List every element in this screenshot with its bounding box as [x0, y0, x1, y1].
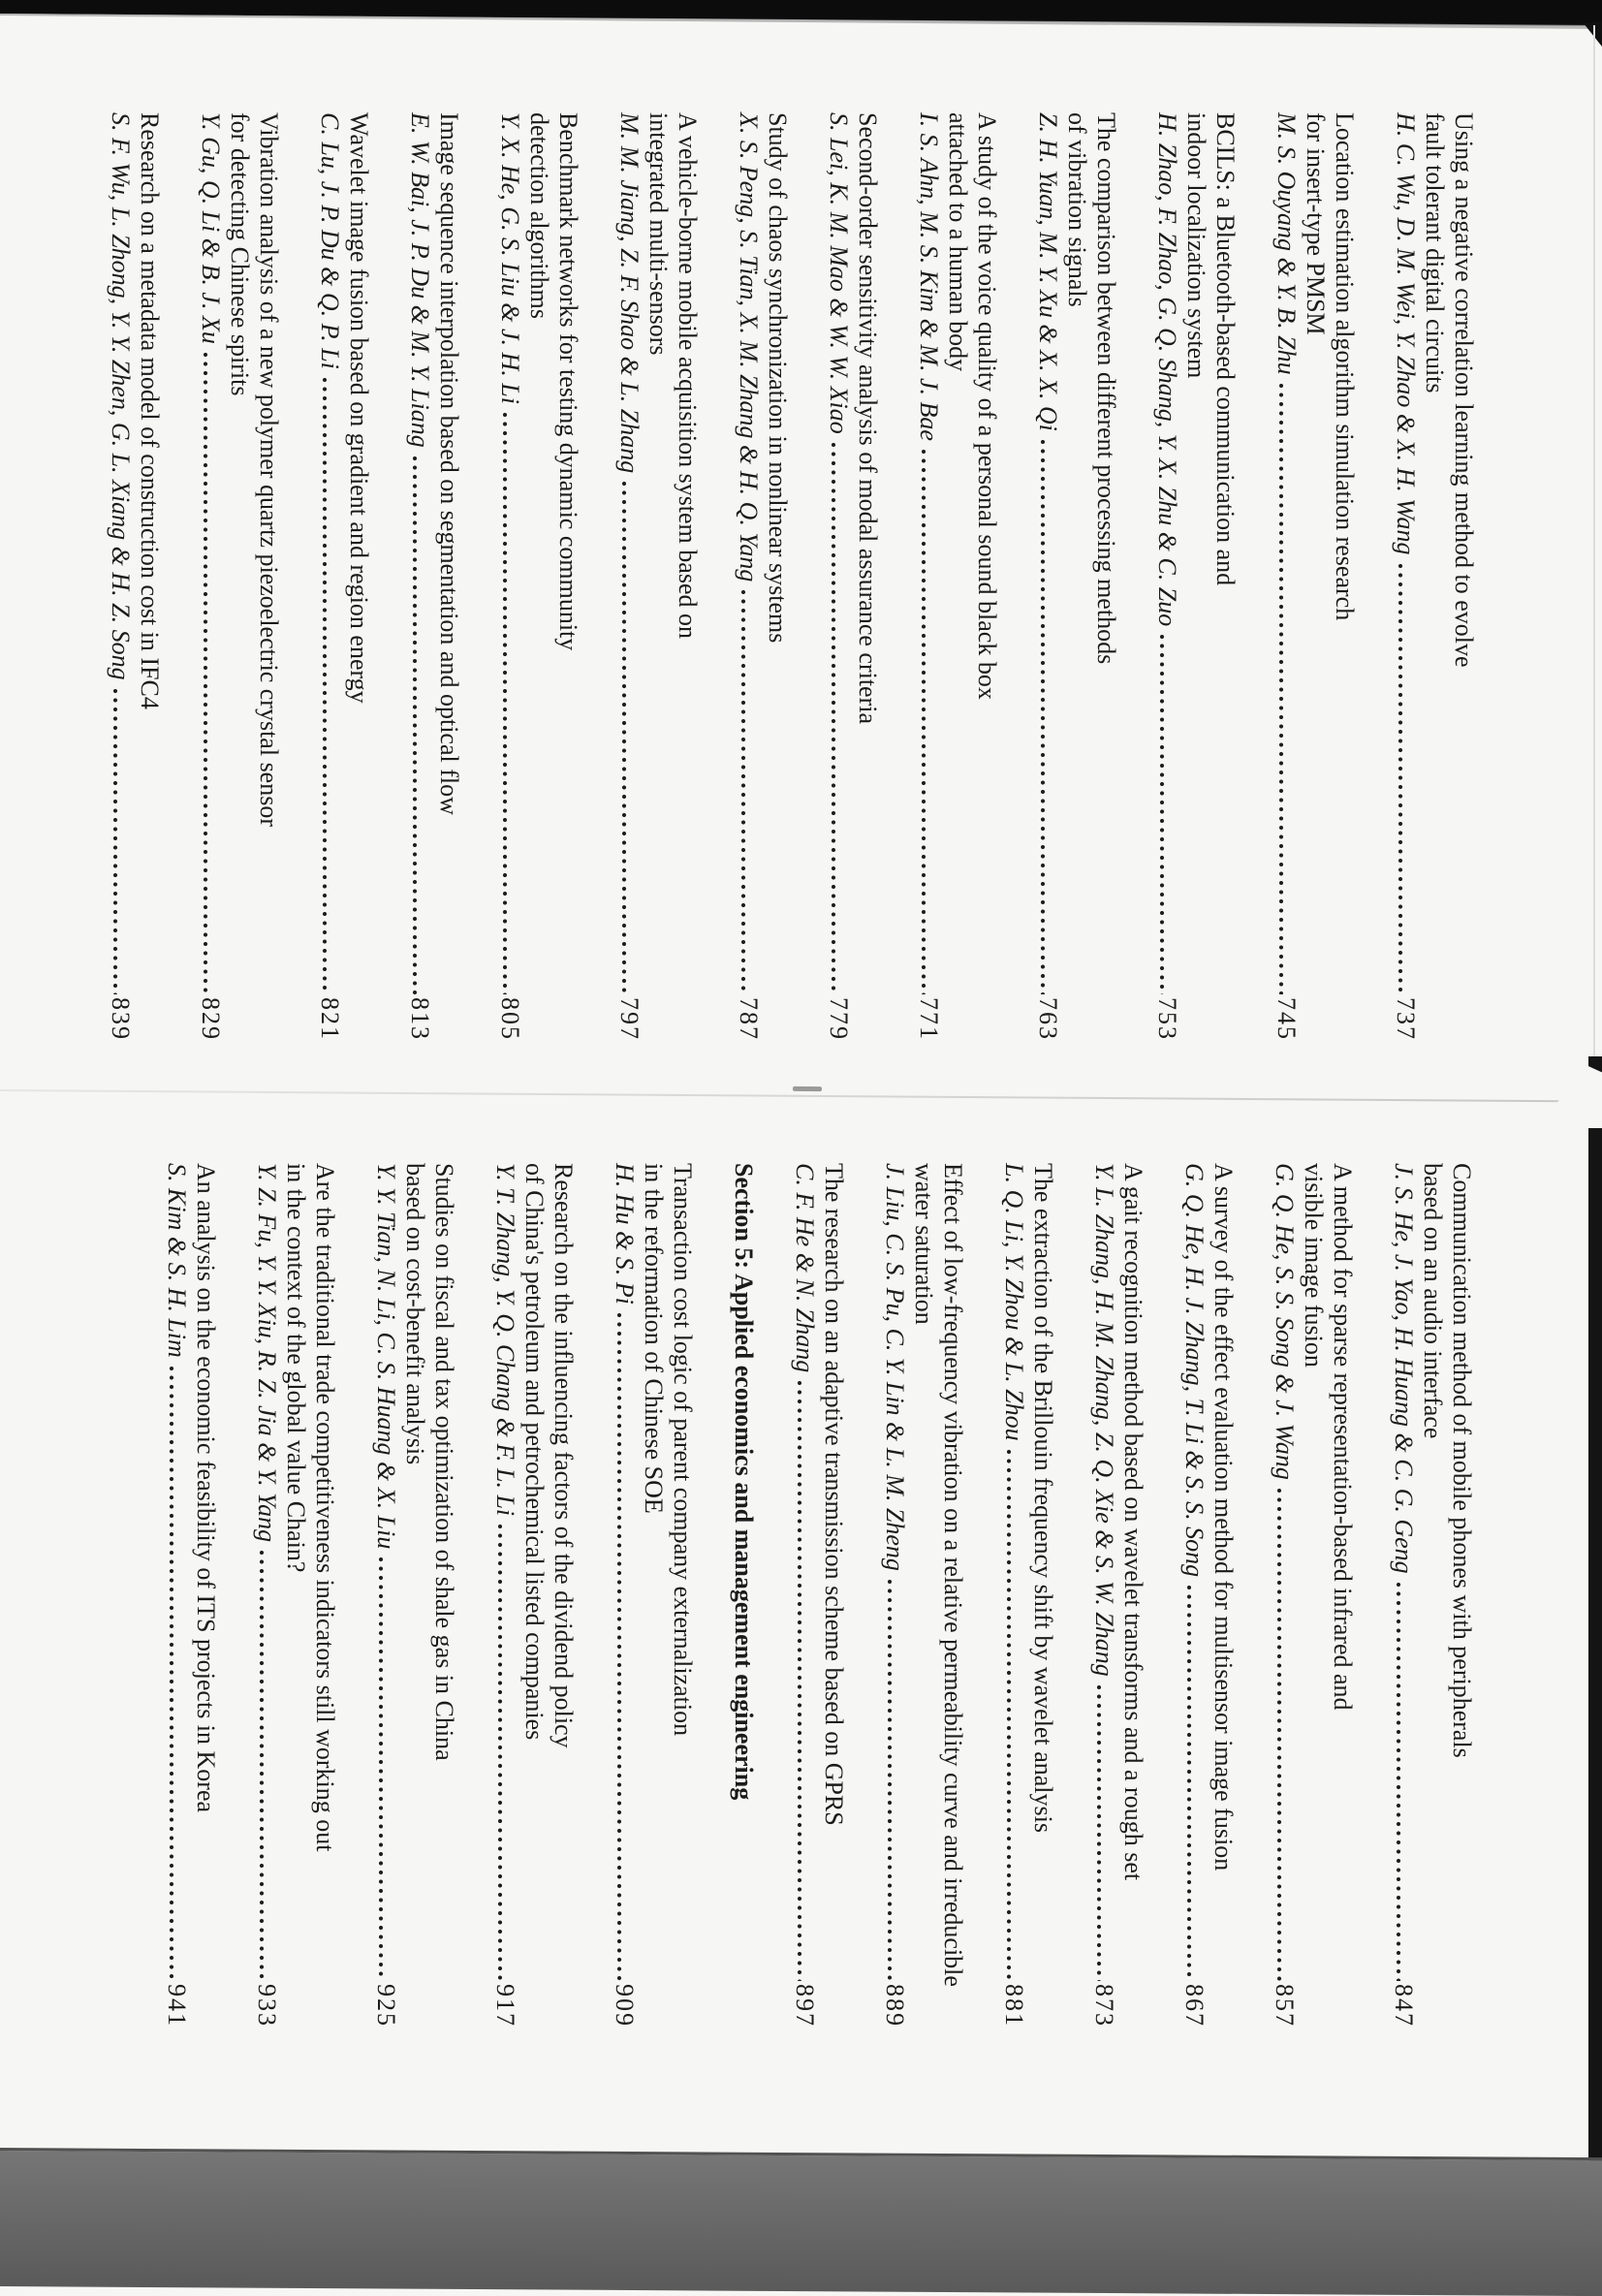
toc-entry — [1089, 1163, 1147, 2028]
section-header: Section 5: Applied economics and management engineering — [730, 1163, 758, 1801]
dot-leader — [106, 687, 135, 994]
toc-entry-title-line: water saturation — [910, 1163, 938, 1325]
toc-entry-authors: S. F. Wu, L. Zhong, Y. Y. Zhen, G. L. Xiang & H. Z. Song — [107, 112, 135, 680]
toc-entry-author-row — [790, 1163, 819, 2028]
toc-entry-page-number: 753 — [1153, 997, 1181, 1041]
toc-entry-title-line: Study of chaos synchronization in nonlinear systems — [764, 112, 792, 644]
toc-entry-author-row — [196, 112, 225, 1041]
toc-entry-title-line: detection algorithms — [525, 112, 553, 320]
toc-entry-author-row — [162, 1163, 191, 2028]
toc-entry-authors: X. S. Peng, S. Tian, X. M. Zhang & H. Q. Yang — [735, 112, 763, 582]
toc-entry-author-row — [106, 112, 135, 1041]
toc-entry-author-row — [495, 112, 524, 1041]
dot-leader — [880, 1578, 909, 1981]
toc-entry-title-line: BCILS: a Bluetooth-based communication and — [1211, 112, 1240, 586]
dot-leader — [1270, 1487, 1299, 1981]
dot-leader — [1391, 562, 1420, 995]
toc-entry — [196, 112, 283, 1041]
toc-entry-title-line: Studies on fiscal and tax optimization of shale gas in China — [430, 1163, 458, 1761]
toc-entry-authors: H. C. Wu, D. M. Wei, Y. Zhao & X. H. Wang — [1392, 112, 1420, 555]
toc-page-1 — [0, 14, 1602, 1087]
toc-entry-authors: Z. H. Yuan, M. Y. Xu & X. X. Qi — [1034, 112, 1062, 431]
dot-leader — [495, 411, 524, 994]
toc-entry-title-line: A survey of the effect evaluation method for multisensor image fusion — [1209, 1163, 1238, 1871]
toc-entry — [1391, 112, 1478, 1041]
toc-entry — [999, 1163, 1057, 2028]
dot-leader — [490, 1523, 519, 1981]
dot-leader — [196, 351, 225, 994]
toc-entry-title-line: An analysis on the economic feasibility of ITS projects in Korea — [192, 1163, 220, 1813]
toc-entry — [252, 1163, 339, 2028]
toc-entry-author-row — [824, 112, 853, 1041]
toc-entry-page-number: 941 — [163, 1984, 191, 2028]
toc-entry-author-row — [1389, 1163, 1418, 2028]
toc-entry-authors: M. S. Ouyang & Y. B. Zhu — [1272, 112, 1301, 375]
toc-entry — [490, 1163, 578, 2028]
toc-entry-author-row — [252, 1163, 281, 2028]
toc-entry-title-line: The extraction of the Brillouin frequency shift by wavelet analysis — [1029, 1163, 1057, 1833]
dot-leader — [1152, 633, 1181, 994]
toc-entry — [734, 112, 792, 1041]
toc-entry-title-line: indoor localization system — [1182, 112, 1210, 379]
toc-entry-authors: Y. Y. Tian, N. Li, C. S. Huang & X. Liu — [372, 1163, 400, 1550]
toc-entry-title-line: The research on an adaptive transmission scheme based on GPRS — [820, 1163, 848, 1826]
toc-entry-page-number: 839 — [107, 997, 135, 1041]
toc-entry-author-row — [490, 1163, 519, 2028]
dot-leader — [734, 588, 763, 994]
toc-entry-title-line: in the reformation of Chinese SOE — [640, 1163, 668, 1514]
toc-page-2 — [0, 1101, 1589, 2150]
toc-entry-authors: G. Q. He, H. J. Zhang, T. Li & S. S. Song — [1180, 1163, 1209, 1578]
toc-entry — [1033, 112, 1120, 1041]
toc-entry-authors: C. Lu, J. P. Du & Q. P. Li — [316, 112, 344, 369]
toc-entry-author-row — [1152, 112, 1181, 1041]
toc-entry-title-line: in the context of the global value Chain? — [282, 1163, 310, 1573]
toc-entry-page-number: 873 — [1090, 1984, 1118, 2028]
toc-entry-authors: I. S. Ahn, M. S. Kim & M. J. Bae — [915, 112, 943, 441]
toc-entry-title-line: integrated multi-sensors — [644, 112, 673, 356]
dot-leader — [405, 455, 434, 994]
toc-entry — [790, 1163, 848, 2028]
toc-entry-authors: L. Q. Li, Y. Zhou & L. Zhou — [1000, 1163, 1028, 1441]
toc-entry-title-line: of China's petroleum and petrochemical listed companies — [520, 1163, 549, 1741]
toc-entry-author-row — [405, 112, 434, 1041]
toc-entry-title-line: for detecting Chinese spirits — [226, 112, 254, 396]
toc-entry-author-row — [734, 112, 763, 1041]
toc-entry-page-number: 821 — [316, 997, 344, 1041]
toc-entry-author-row — [315, 112, 344, 1041]
toc-entry-author-row — [1089, 1163, 1118, 2028]
toc-entry-page-number: 857 — [1271, 1984, 1299, 2028]
toc-entry-page-number: 771 — [915, 997, 943, 1041]
dot-leader — [1272, 382, 1301, 994]
toc-entry — [405, 112, 463, 1041]
toc-entry-authors: E. W. Bai, J. P. Du & M. Y. Liang — [406, 112, 434, 448]
toc-entry-title-line: visible image fusion — [1300, 1163, 1328, 1368]
toc-entry — [162, 1163, 220, 2028]
toc-entry — [495, 112, 582, 1041]
dot-leader — [315, 376, 344, 994]
dot-leader — [252, 1549, 281, 1981]
toc-page-2-content — [0, 1101, 1589, 2150]
toc-entry-authors: G. Q. He, S. S. Song & J. Wang — [1271, 1163, 1299, 1480]
toc-entry-title-line: A gait recognition method based on wavelet transforms and a rough set — [1119, 1163, 1147, 1881]
toc-entry — [824, 112, 882, 1041]
toc-entry-page-number: 805 — [496, 997, 524, 1041]
toc-entry-page-number: 933 — [253, 1984, 281, 2028]
toc-entry-author-row — [371, 1163, 400, 2028]
toc-entry-authors: S. Lei, K. M. Mao & W. W. Xiao — [825, 112, 853, 434]
toc-entry-title-line: Transaction cost logic of parent company externalization — [669, 1163, 697, 1737]
toc-entry-title-line: Wavelet image fusion based on gradient and region energy — [345, 112, 373, 704]
toc-entry-title-line: A vehicle-borne mobile acquisition system based on — [674, 112, 702, 639]
toc-entry-authors: J. Liu, C. S. Pu, C. Y. Lin & L. M. Zheng — [881, 1163, 909, 1571]
toc-entry-author-row — [914, 112, 943, 1041]
toc-entry-author-row — [1391, 112, 1420, 1041]
toc-entry-page-number: 737 — [1392, 997, 1420, 1041]
toc-entry — [371, 1163, 458, 2028]
toc-entry — [1270, 1163, 1357, 2028]
page-divider-mark — [793, 1086, 822, 1091]
toc-entry-title-line: A study of the voice quality of a personal sound black box — [973, 112, 1001, 700]
toc-entry-page-number: 847 — [1390, 1984, 1418, 2028]
toc-entry-title-line: Are the traditional trade competitiveness indicators still working out — [311, 1163, 339, 1852]
toc-entry-author-row — [1272, 112, 1301, 1041]
dot-leader — [999, 1448, 1028, 1981]
toc-entry-page-number: 813 — [406, 997, 434, 1041]
toc-entry-page-number: 763 — [1034, 997, 1062, 1041]
toc-entry-authors: J. S. He, J. Yao, H. Huang & C. G. Geng — [1390, 1163, 1418, 1574]
toc-entry-authors: H. Hu & S. Pi — [611, 1163, 639, 1305]
toc-entry-authors: C. F. He & N. Zhang — [791, 1163, 819, 1373]
toc-entry — [614, 112, 702, 1041]
toc-entry-title-line: of vibration signals — [1063, 112, 1091, 307]
dot-leader — [914, 448, 943, 994]
dot-leader — [1089, 1683, 1118, 1981]
dot-leader — [1389, 1581, 1418, 1981]
toc-entry-author-row — [1179, 1163, 1209, 2028]
toc-entry-title-line: The comparison between different processing methods — [1092, 112, 1120, 665]
toc-entry-page-number: 881 — [1000, 1984, 1028, 2028]
toc-entry-title-line: attached to a human body — [944, 112, 972, 372]
toc-entry-page-number: 745 — [1272, 997, 1301, 1041]
toc-entry-page-number: 787 — [735, 997, 763, 1041]
dot-leader — [610, 1311, 639, 1981]
toc-entry-author-row — [1270, 1163, 1299, 2028]
toc-entry-title-line: Research on a metadata model of construction cost in IFC4 — [136, 112, 164, 709]
toc-entry-page-number: 829 — [197, 997, 225, 1041]
toc-entry-authors: Y. X. He, G. S. Liu & J. H. Li — [496, 112, 524, 404]
toc-entry-title-line: for insert-type PMSM — [1302, 112, 1330, 335]
toc-entry-author-row — [880, 1163, 909, 2028]
toc-entry — [106, 112, 164, 1041]
toc-entry-title-line: Second-order sensitivity analysis of modal assurance criteria — [854, 112, 882, 725]
toc-entry-title-line: A method for sparse representation-based infrared and — [1329, 1163, 1357, 1711]
toc-entry — [880, 1163, 967, 2028]
toc-entry-title-line: based on cost-benefit analysis — [401, 1163, 429, 1465]
toc-entry — [315, 112, 373, 1041]
toc-entry-author-row — [999, 1163, 1028, 2028]
toc-entry-author-row — [610, 1163, 639, 2028]
toc-entry — [914, 112, 1001, 1041]
toc-entry-title-line: Communication method of mobile phones with peripherals — [1448, 1163, 1476, 1758]
toc-entry-page-number: 897 — [791, 1984, 819, 2028]
toc-entry-authors: H. Zhao, F. Zhao, G. Q. Shang, Y. X. Zhu & C. Zuo — [1153, 112, 1181, 627]
toc-entry-author-row — [1033, 112, 1062, 1041]
scan-edge-bottom-band — [0, 2148, 1602, 2296]
toc-entry-author-row — [614, 112, 644, 1041]
dot-leader — [162, 1365, 191, 1981]
dot-leader — [790, 1379, 819, 1981]
toc-entry-title-line: Effect of low-frequency vibration on a relative permeability curve and irreducible — [939, 1163, 967, 1987]
toc-entry-title-line: Image sequence interpolation based on segmentation and optical flow — [435, 112, 463, 815]
toc-entry-authors: M. M. Jiang, Z. F. Shao & L. Zhang — [615, 112, 644, 474]
dot-leader — [824, 441, 853, 994]
toc-entry-page-number: 889 — [881, 1984, 909, 2028]
toc-entry — [1152, 112, 1240, 1041]
toc-entry-page-number: 779 — [825, 997, 853, 1041]
toc-entry-page-number: 909 — [611, 1984, 639, 2028]
toc-entry-authors: Y. L. Zhang, H. M. Zhang, Z. Q. Xie & S. W. Zhang — [1090, 1163, 1118, 1677]
toc-entry-page-number: 797 — [615, 997, 644, 1041]
toc-entry — [610, 1163, 697, 2028]
toc-entry-authors: Y. Z. Fu, Y. Y. Xiu, R. Z. Jia & Y. Yang — [253, 1163, 281, 1543]
toc-entry-title-line: Location estimation algorithm simulation research — [1331, 112, 1359, 621]
toc-entry-authors: S. Kim & S. H. Lim — [163, 1163, 191, 1358]
toc-entry-title-line: based on an audio interface — [1419, 1163, 1447, 1439]
toc-entry — [1272, 112, 1359, 1041]
toc-entry — [1389, 1163, 1476, 2028]
toc-entry-title-line: Using a negative correlation learning method to evolve — [1450, 112, 1478, 668]
toc-entry-title-line: Research on the influencing factors of the dividend policy — [550, 1163, 578, 1748]
toc-entry-title-line: Benchmark networks for testing dynamic community — [554, 112, 582, 651]
dot-leader — [614, 480, 644, 994]
dot-leader — [1033, 438, 1062, 994]
toc-entry-page-number: 917 — [491, 1984, 519, 2028]
toc-entry-page-number: 925 — [372, 1984, 400, 2028]
toc-entry — [1179, 1163, 1238, 2028]
toc-entry-page-number: 867 — [1180, 1984, 1209, 2028]
toc-entry-authors: Y. Gu, Q. Li & B. J. Xu — [197, 112, 225, 344]
toc-entry-title-line: Vibration analysis of a new polymer quartz piezoelectric crystal sensor — [255, 112, 283, 828]
toc-entry-authors: Y. T. Zhang, Y. Q. Chang & F. L. Li — [491, 1163, 519, 1517]
toc-entry-title-line: fault tolerant digital circuits — [1421, 112, 1449, 393]
dot-leader — [1179, 1584, 1209, 1981]
toc-page-1-content — [0, 14, 1602, 1085]
scan-edge-right-strip — [1588, 1056, 1602, 2161]
dot-leader — [371, 1556, 400, 1981]
